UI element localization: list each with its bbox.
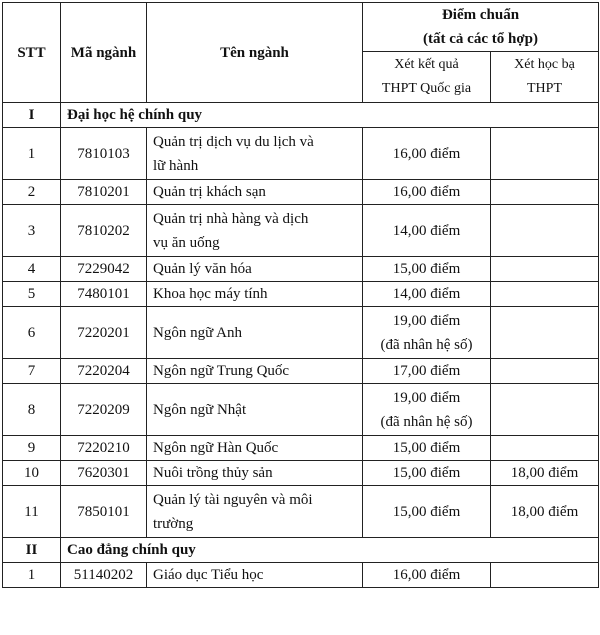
row-code: 7220210 [61,436,147,461]
row-name-line1: Quản trị dịch vụ du lịch và [153,133,314,150]
row-code: 7810201 [61,180,147,205]
row-thpt-score [363,205,491,257]
row-thpt-line1: 15,00 điểm [392,465,461,481]
row-thpt-line1: 16,00 điểm [392,567,461,583]
row-thpt-score [363,282,491,307]
table-row [3,282,599,307]
row-hocba-score [491,257,599,282]
table-row [3,461,599,486]
header-thpt [363,52,491,103]
row-thpt-line1: 19,00 điểm [392,312,461,329]
row-code: 7850101 [61,486,147,538]
row-name [147,180,363,205]
table-row [3,128,599,180]
row-name-line1: Ngôn ngữ Hàn Quốc [153,440,279,456]
header-score-title: Điểm chuẩn [441,7,520,23]
table-row [3,563,599,588]
row-code: 7220204 [61,359,147,384]
row-thpt-score [363,461,491,486]
table-row [3,307,599,359]
row-stt: 3 [3,205,61,257]
row-thpt-score [363,180,491,205]
row-stt: 10 [3,461,61,486]
header-thpt-line1: Xét kết quả [394,57,459,72]
row-name [147,436,363,461]
row-hocba-score: 18,00 điểm [491,461,599,486]
row-name [147,461,363,486]
row-stt: 7 [3,359,61,384]
section-number: I [3,103,61,128]
row-code: 51140202 [61,563,147,588]
row-name-line1: Quản lý tài nguyên và môi [153,491,313,508]
row-name [147,307,363,359]
row-code: 7810103 [61,128,147,180]
table-row [3,436,599,461]
table-row [3,205,599,257]
row-stt: 8 [3,384,61,436]
header-stt: STT [3,3,61,103]
row-stt: 1 [3,128,61,180]
row-name-line1: Quản trị khách sạn [153,184,266,200]
header-hocba-line2: THPT [527,81,562,96]
table-row [3,359,599,384]
row-thpt-score [363,384,491,436]
row-thpt-line1: 14,00 điểm [392,222,461,239]
row-stt: 9 [3,436,61,461]
section-row [3,103,599,128]
row-stt: 5 [3,282,61,307]
header-thpt-line2: THPT Quốc gia [381,81,472,96]
row-thpt-score [363,307,491,359]
row-name [147,384,363,436]
row-name [147,563,363,588]
row-stt: 11 [3,486,61,538]
header-hocba-line1: Xét học bạ [514,57,575,72]
row-stt: 6 [3,307,61,359]
row-name [147,128,363,180]
row-name [147,257,363,282]
row-hocba-score: 18,00 điểm [491,486,599,538]
row-name-line1: Ngôn ngữ Anh [153,324,242,341]
row-thpt-score [363,563,491,588]
row-code: 7480101 [61,282,147,307]
section-title: Cao đẳng chính quy [61,538,599,563]
row-thpt-line1: 17,00 điểm [392,363,461,379]
row-thpt-line1: 15,00 điểm [392,503,461,520]
row-name-line1: Khoa học máy tính [153,286,268,302]
row-name-line1: Ngôn ngữ Nhật [153,401,247,418]
row-name-line2: vụ ăn uống [153,234,220,251]
row-thpt-line2: (đã nhân hệ số) [380,413,473,430]
row-thpt-line1: 14,00 điểm [392,286,461,302]
row-hocba-score [491,205,599,257]
table-row [3,180,599,205]
section-number: II [3,538,61,563]
header-code: Mã ngành [61,3,147,103]
table-row [3,486,599,538]
section-row [3,538,599,563]
row-code: 7810202 [61,205,147,257]
row-name-line1: Nuôi trồng thủy sản [153,465,273,481]
row-code: 7620301 [61,461,147,486]
row-hocba-score [491,384,599,436]
admission-score-table [2,2,599,588]
row-thpt-score [363,436,491,461]
row-name [147,359,363,384]
row-name-line2: trường [153,515,194,532]
row-thpt-line1: 15,00 điểm [392,261,461,277]
row-name-line1: Giáo dục Tiểu học [153,567,264,583]
row-hocba-score [491,128,599,180]
row-stt: 2 [3,180,61,205]
row-stt: 4 [3,257,61,282]
row-thpt-line1: 19,00 điểm [392,389,461,406]
row-thpt-score [363,486,491,538]
row-name [147,486,363,538]
table-body [3,103,599,588]
row-name-line1: Quản lý văn hóa [153,261,252,277]
row-hocba-score [491,282,599,307]
row-thpt-score [363,128,491,180]
header-name: Tên ngành [147,3,363,103]
row-name-line1: Quản trị nhà hàng và dịch [153,210,309,227]
header-score [363,3,599,52]
row-name-line2: lữ hành [153,157,199,174]
row-thpt-line2: (đã nhân hệ số) [380,336,473,353]
row-hocba-score [491,359,599,384]
table-row [3,384,599,436]
header-hocba [491,52,599,103]
row-code: 7220209 [61,384,147,436]
row-name-line1: Ngôn ngữ Trung Quốc [153,363,290,379]
row-thpt-line1: 15,00 điểm [392,440,461,456]
row-name [147,282,363,307]
row-hocba-score [491,436,599,461]
row-code: 7220201 [61,307,147,359]
row-thpt-line1: 16,00 điểm [392,145,461,162]
row-hocba-score [491,180,599,205]
row-name [147,205,363,257]
row-hocba-score [491,307,599,359]
row-code: 7229042 [61,257,147,282]
header-score-subtitle: (tất cả các tổ hợp) [423,31,538,47]
row-thpt-line1: 16,00 điểm [392,184,461,200]
row-thpt-score [363,359,491,384]
table-row [3,257,599,282]
row-thpt-score [363,257,491,282]
row-hocba-score [491,563,599,588]
row-stt: 1 [3,563,61,588]
section-title: Đại học hệ chính quy [61,103,599,128]
